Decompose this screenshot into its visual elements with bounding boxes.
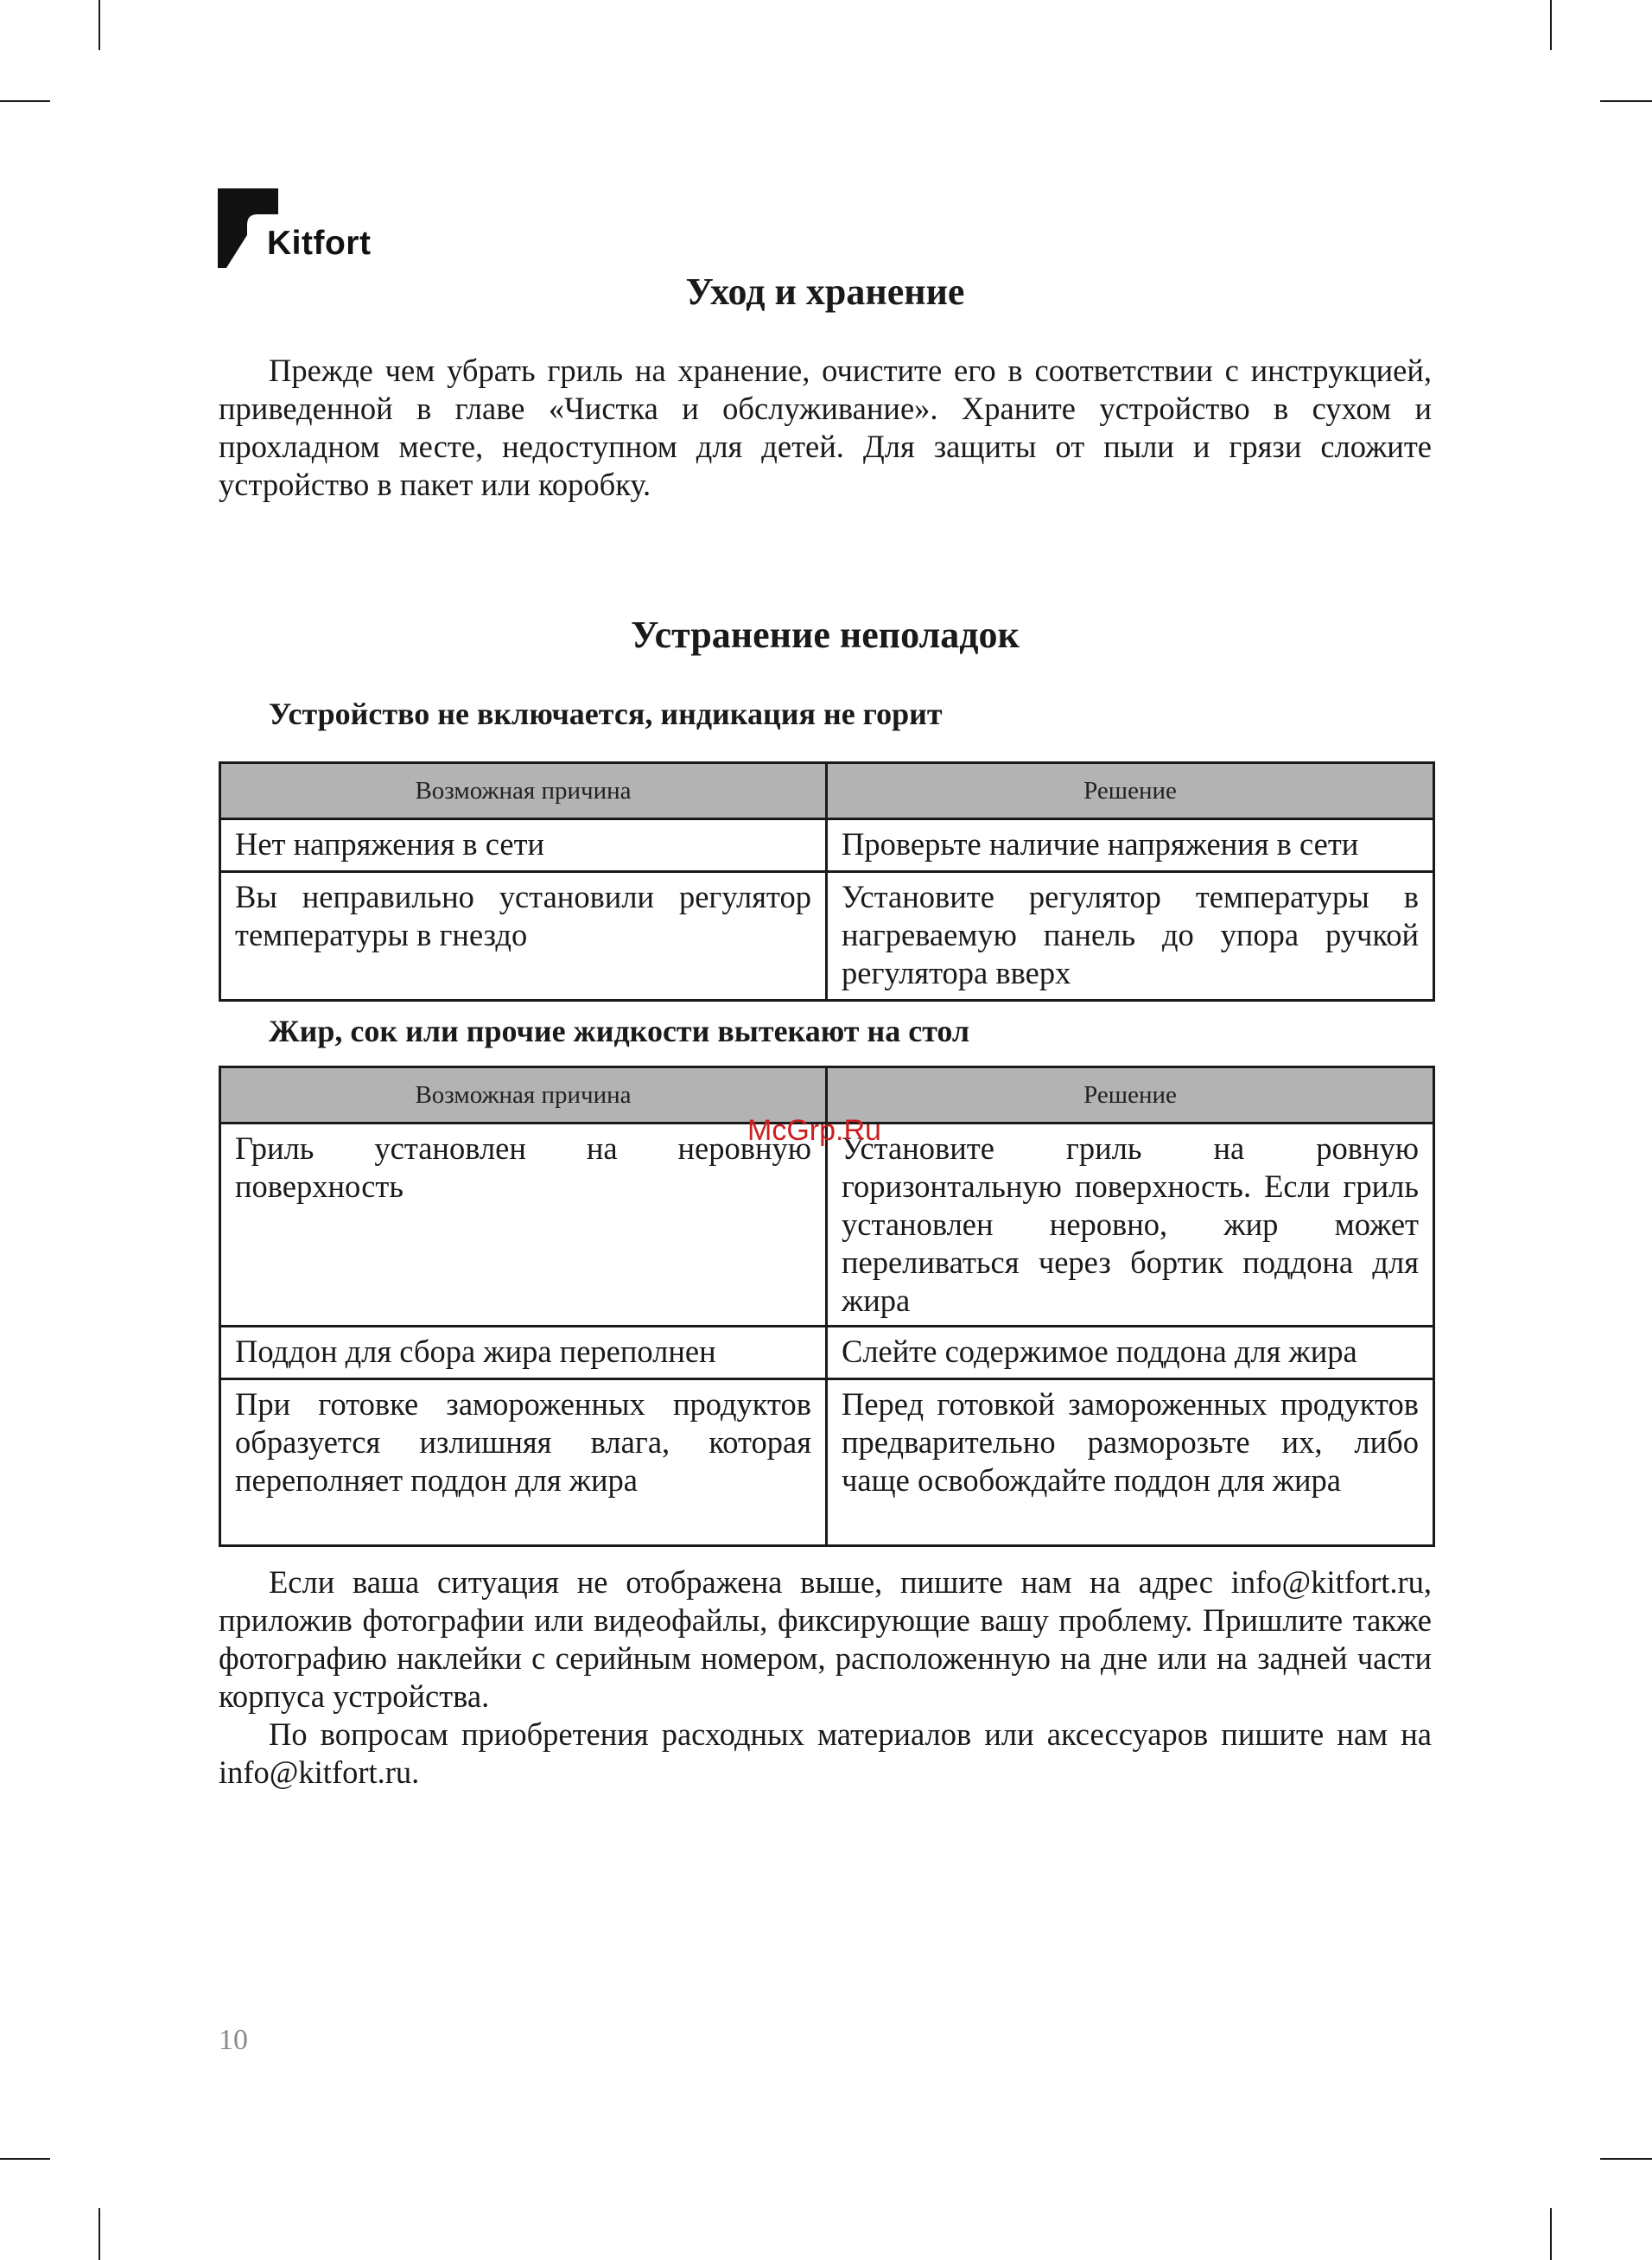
crop-mark (98, 2208, 100, 2260)
page-number: 10 (219, 2024, 248, 2056)
cause-cell: Поддон для сбора жира переполнен (220, 1327, 827, 1379)
care-title: Уход и хранение (685, 271, 965, 313)
solution-cell: Проверьте наличие напряжения в сети (827, 819, 1434, 872)
problem-1-table (219, 761, 1435, 1002)
problem-2-title: Жир, сок или прочие жидкости вытекают на стол (269, 1014, 970, 1048)
cause-cell: Нет напряжения в сети (220, 819, 827, 872)
crop-mark (0, 100, 50, 102)
crop-mark (1550, 2208, 1552, 2260)
solution-cell: Установите гриль на ровную горизонтальную поверхность. Если гриль установлен неровно, жир может переливаться через бортик поддона для жира (827, 1124, 1434, 1327)
care-paragraph: Прежде чем убрать гриль на хранение, очистите его в соответствии с инструкцией, приведенной в главе «Чистка и обслуживание». Храните устройство в сухом и прохладном месте, недоступном для детей. Для защиты от пыли и грязи сложите устройство в пакет или коробку. (219, 353, 1432, 502)
table-row (220, 1327, 1434, 1379)
troubleshooting-title: Устранение неполадок (631, 614, 1020, 656)
crop-mark (98, 0, 100, 50)
solution-cell: Слейте содержимое поддона для жира (827, 1327, 1434, 1379)
watermark-text: McGrp.Ru (747, 1114, 881, 1147)
crop-mark (1600, 2158, 1652, 2160)
contact-paragraph-2: По вопросам приобретения расходных материалов или аксессуаров пишите нам на info@kitfort.ru. (219, 1716, 1432, 1790)
solution-cell: Перед готовкой замороженных продуктов предварительно разморозьте их, либо чаще освобождайте поддон для жира (827, 1379, 1434, 1546)
problem-1-title: Устройство не включается, индикация не горит (269, 697, 943, 731)
table-row (220, 1124, 1434, 1327)
cause-cell: Гриль установлен на неровную поверхность (220, 1124, 827, 1327)
cause-cell: При готовке замороженных продуктов образуется излишняя влага, которая переполняет поддон для жира (220, 1379, 827, 1546)
table-header-row (220, 763, 1434, 819)
solution-cell: Установите регулятор температуры в нагреваемую панель до упора ручкой регулятора вверх (827, 872, 1434, 1001)
brand-name: Kitfort (267, 225, 372, 262)
crop-mark (1550, 0, 1552, 50)
header-cause: Возможная причина (220, 763, 827, 819)
brand-logo (218, 188, 391, 268)
table-row (220, 819, 1434, 872)
table-row (220, 1379, 1434, 1546)
header-cause: Возможная причина (220, 1067, 827, 1124)
table-row (220, 872, 1434, 1001)
crop-mark (1600, 100, 1652, 102)
crop-mark (0, 2158, 50, 2160)
contact-paragraph-1: Если ваша ситуация не отображена выше, пишите нам на адрес info@kitfort.ru, приложив фотографии или видеофайлы, фиксирующие вашу проблему. Пришлите также фотографию наклейки с серийным номером, расположенную на дне или на задней части корпуса устройства. (219, 1564, 1432, 1714)
cause-cell: Вы неправильно установили регулятор температуры в гнездо (220, 872, 827, 1001)
header-solution: Решение (827, 1067, 1434, 1124)
header-solution: Решение (827, 763, 1434, 819)
